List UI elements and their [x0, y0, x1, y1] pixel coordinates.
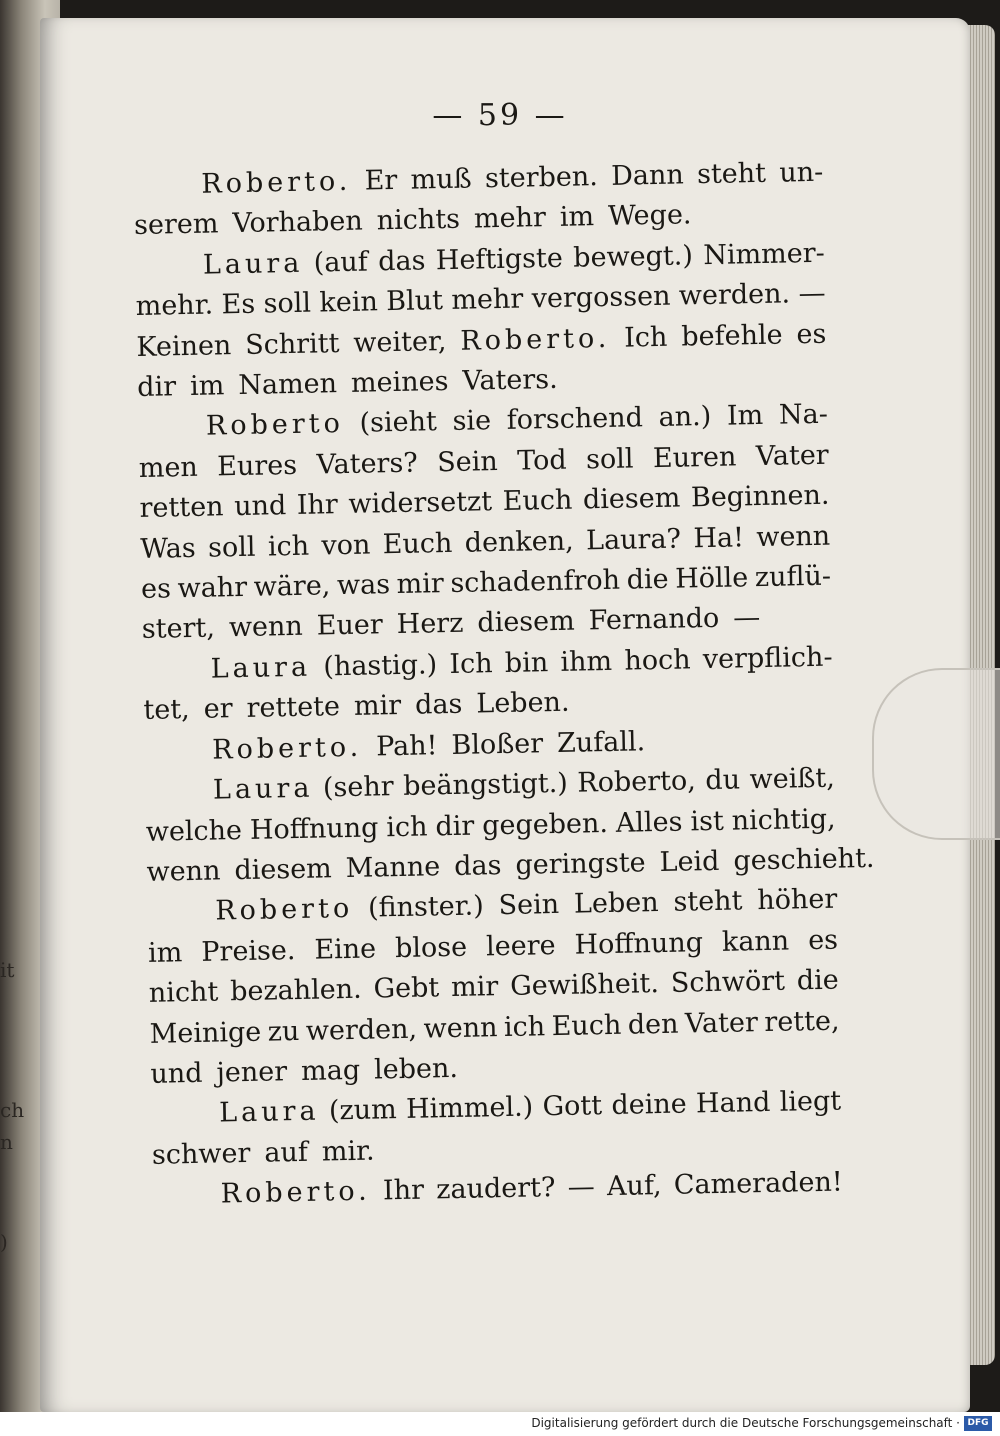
text-word: nicht [148, 976, 219, 1009]
text-word: stert, [141, 612, 216, 646]
text-word: Ihr [382, 1174, 425, 1207]
text-word: diesem [582, 482, 681, 516]
speaker-name: Laura [218, 1095, 320, 1129]
text-word: auf [264, 1136, 309, 1169]
text-word: rette, [764, 1005, 840, 1038]
text-word: Euch [382, 527, 453, 560]
text-word: es [140, 573, 172, 605]
text-word: wäre, [253, 570, 331, 603]
text-word: Eine [314, 933, 377, 966]
text-word: ich [503, 1010, 546, 1043]
text-word: kein [319, 286, 379, 319]
text-word: höher [757, 883, 838, 917]
text-word: weißt, [749, 762, 836, 796]
text-word: Gott [542, 1090, 603, 1123]
text-word: Auf, [606, 1170, 662, 1203]
text-word: leben. [373, 1052, 459, 1086]
text-word: (finster.) [367, 890, 485, 924]
text-word: werden, [305, 1013, 418, 1047]
text-word: Vaters? [316, 447, 419, 481]
text-word: Zufall. [556, 725, 646, 759]
text-word: mir [353, 690, 402, 723]
speaker-name: Laura [212, 772, 314, 806]
text-word: Laura? [585, 523, 682, 557]
text-word: un- [779, 156, 824, 189]
text-word: steht [673, 885, 743, 919]
margin-mark: ) [0, 1230, 8, 1254]
text-word: das [414, 689, 463, 721]
text-word: hoch [624, 644, 691, 677]
text-word: denken, [464, 525, 574, 559]
text-word: serem [133, 208, 219, 242]
text-word: dir [136, 371, 177, 403]
margin-mark: it [0, 958, 15, 982]
text-word: wenn [423, 1011, 498, 1045]
text-word: geringste [515, 847, 646, 881]
margin-mark: ch [0, 1098, 25, 1122]
text-word: men [138, 451, 199, 484]
text-word: leere [485, 929, 556, 963]
text-word: Na- [778, 399, 829, 432]
text-word: wenn [755, 520, 831, 553]
speaker-name: Roberto [215, 893, 354, 927]
text-word: mir [396, 568, 445, 601]
text-word: (zum [328, 1094, 398, 1127]
text-word: schwer [151, 1137, 251, 1171]
text-word: und [150, 1057, 203, 1090]
text-word: die [796, 964, 840, 997]
text-word: das [377, 245, 426, 278]
text-word: Blut [385, 285, 444, 318]
text-word: zuflü- [754, 560, 832, 594]
text-word: mehr [451, 283, 524, 317]
text-word: Fernando [588, 603, 720, 637]
text-word: retten [139, 491, 224, 525]
text-word: Vaters. [462, 363, 559, 397]
text-word: den [627, 1008, 679, 1041]
text-word: kann [721, 925, 790, 958]
text-word: (hastig.) [323, 649, 438, 683]
text-word: Euren [652, 441, 737, 474]
text-word: (sieht [359, 406, 438, 440]
text-word: Dann [610, 159, 684, 192]
text-word: sie [452, 405, 492, 438]
text-word: ich [386, 810, 428, 843]
text-word: zaudert? [435, 1172, 556, 1206]
text-word: diesem [477, 606, 576, 639]
page-number: — 59 — [432, 98, 568, 133]
text-word: rettete [246, 691, 341, 725]
text-word: mehr. [135, 289, 214, 323]
text-word: Hoffnung [574, 926, 704, 961]
text-word: ihm [560, 645, 613, 678]
text-word: Es [221, 288, 256, 321]
text-word: widersetzt [348, 486, 493, 521]
text-word: mehr [473, 202, 547, 235]
text-word: es [807, 924, 839, 956]
text-word: Meinige [149, 1016, 262, 1050]
text-word: Bloßer [451, 727, 544, 761]
text-word: befehle [681, 319, 783, 353]
text-word: mir [450, 971, 499, 1004]
text-word: Ha! [693, 522, 745, 554]
text-word: mag [300, 1054, 361, 1087]
text-word: (sehr [322, 771, 394, 804]
text-word: Gewißheit. [509, 968, 660, 1003]
speaker-name: Laura [210, 651, 312, 685]
text-word: Vater [684, 1006, 759, 1040]
text-word: schadenfroh [450, 564, 621, 600]
text-word: Vorhaben [232, 206, 364, 240]
text-word: weiter, [353, 325, 447, 359]
text-word: Alles [615, 806, 683, 839]
page-text [133, 153, 875, 1217]
text-word: welche [145, 814, 243, 848]
text-word: Hoffnung [249, 811, 379, 846]
text-word: Im [726, 400, 764, 433]
text-word: Namen [238, 368, 338, 402]
text-word: Leben. [476, 687, 570, 720]
text-word: jener [216, 1056, 288, 1089]
speaker-name: Roberto [205, 408, 345, 443]
text-word: im [147, 936, 183, 969]
text-word: geschieht. [733, 842, 875, 877]
text-word: ist [690, 805, 725, 837]
text-word: Hölle [674, 562, 749, 595]
text-word: bezahlen. [229, 973, 362, 1008]
text-word: gegeben. [481, 807, 609, 841]
text-word: vergossen [531, 280, 671, 315]
text-word: das [453, 849, 502, 882]
text-word: es [796, 318, 827, 350]
text-word: bewegt.) [572, 240, 694, 274]
text-word: Himmel.) [405, 1091, 534, 1126]
text-word: — [567, 1171, 596, 1203]
text-word: dir [435, 810, 475, 842]
text-word: zu [267, 1015, 300, 1048]
text-word: Keinen [136, 329, 232, 363]
text-word: Ich [623, 321, 668, 354]
text-word: verpflich- [702, 641, 833, 676]
text-word: — [732, 602, 761, 635]
speaker-name: Roberto. [201, 165, 352, 200]
text-word: Sein [498, 889, 560, 922]
text-word: was [336, 569, 391, 602]
speaker-name: Roberto. [460, 322, 611, 357]
text-word: wahr [177, 571, 248, 605]
text-word: soll [263, 287, 312, 320]
text-word: Ich [449, 648, 493, 680]
text-word: bin [504, 646, 549, 679]
text-word: wenn [146, 855, 221, 888]
speaker-name: Laura [202, 247, 304, 281]
text-word: muß [410, 163, 472, 196]
text-word: nichts [376, 204, 461, 237]
text-word: Vater [755, 439, 829, 472]
text-word: Er [364, 164, 398, 197]
text-word: Euch [551, 1009, 622, 1042]
text-word: Gebt [373, 972, 440, 1005]
speaker-name: Roberto. [211, 731, 363, 766]
footer-bar [0, 1412, 1000, 1436]
text-word: du [705, 764, 741, 797]
text-word: Tod [516, 444, 567, 477]
text-word: diesem [234, 853, 333, 887]
text-word: Roberto, [577, 765, 697, 799]
text-word: soll [207, 531, 256, 564]
text-word: an.) [658, 401, 712, 434]
text-word: soll [585, 443, 634, 476]
text-word: deine [611, 1088, 687, 1122]
text-word: die [626, 563, 669, 596]
text-word: Euch [502, 484, 573, 518]
text-word: Leid [659, 845, 720, 878]
text-word: Pah! [375, 729, 438, 763]
text-word: forschend [506, 402, 644, 437]
text-word: (auf [313, 246, 369, 279]
text-word: ich [267, 530, 310, 563]
text-word: im [559, 201, 595, 234]
text-word: sterben. [484, 161, 599, 195]
text-word: Wege. [607, 199, 692, 233]
text-word: Ihr [296, 489, 339, 522]
funding-notice: Digitalisierung gefördert durch die Deutsche Forschungsgemeinschaft · [531, 1416, 960, 1430]
text-word: beängstigt.) [402, 767, 569, 803]
text-word: und [233, 490, 287, 523]
text-word: von [321, 529, 371, 562]
text-word: nichtig, [731, 803, 836, 837]
text-word: Hand [695, 1087, 771, 1120]
text-word: Manne [345, 851, 441, 884]
text-word: liegt [779, 1085, 842, 1119]
dfg-logo: DFG [964, 1416, 992, 1431]
text-word: Schritt [244, 327, 340, 361]
text-word: Sein [436, 445, 499, 479]
text-word: blose [394, 931, 468, 964]
margin-mark: n [0, 1130, 13, 1154]
text-word: im [189, 370, 225, 402]
text-word: Beginnen. [690, 479, 830, 514]
text-word: Cameraden! [673, 1166, 843, 1201]
page-clip [872, 668, 1000, 840]
text-word: Leben [573, 887, 659, 920]
text-word: steht [696, 157, 767, 191]
text-word: meines [350, 366, 449, 399]
text-word: Preise. [201, 934, 296, 968]
text-word: — [798, 277, 826, 310]
text-word: Schwört [670, 965, 786, 999]
text-word: wenn [228, 611, 304, 644]
text-word: Herz [396, 608, 464, 641]
speaker-name: Roberto. [220, 1175, 371, 1210]
text-word: er [203, 693, 233, 726]
text-word: Heftigste [435, 242, 564, 277]
text-word: mir. [321, 1135, 375, 1168]
text-word: Was [140, 532, 197, 565]
text-word: tet, [143, 694, 191, 727]
text-word: Euer [316, 609, 384, 643]
text-word: Nimmer- [702, 237, 826, 271]
text-word: Eures [216, 449, 298, 483]
text-word: werden. [678, 278, 791, 312]
